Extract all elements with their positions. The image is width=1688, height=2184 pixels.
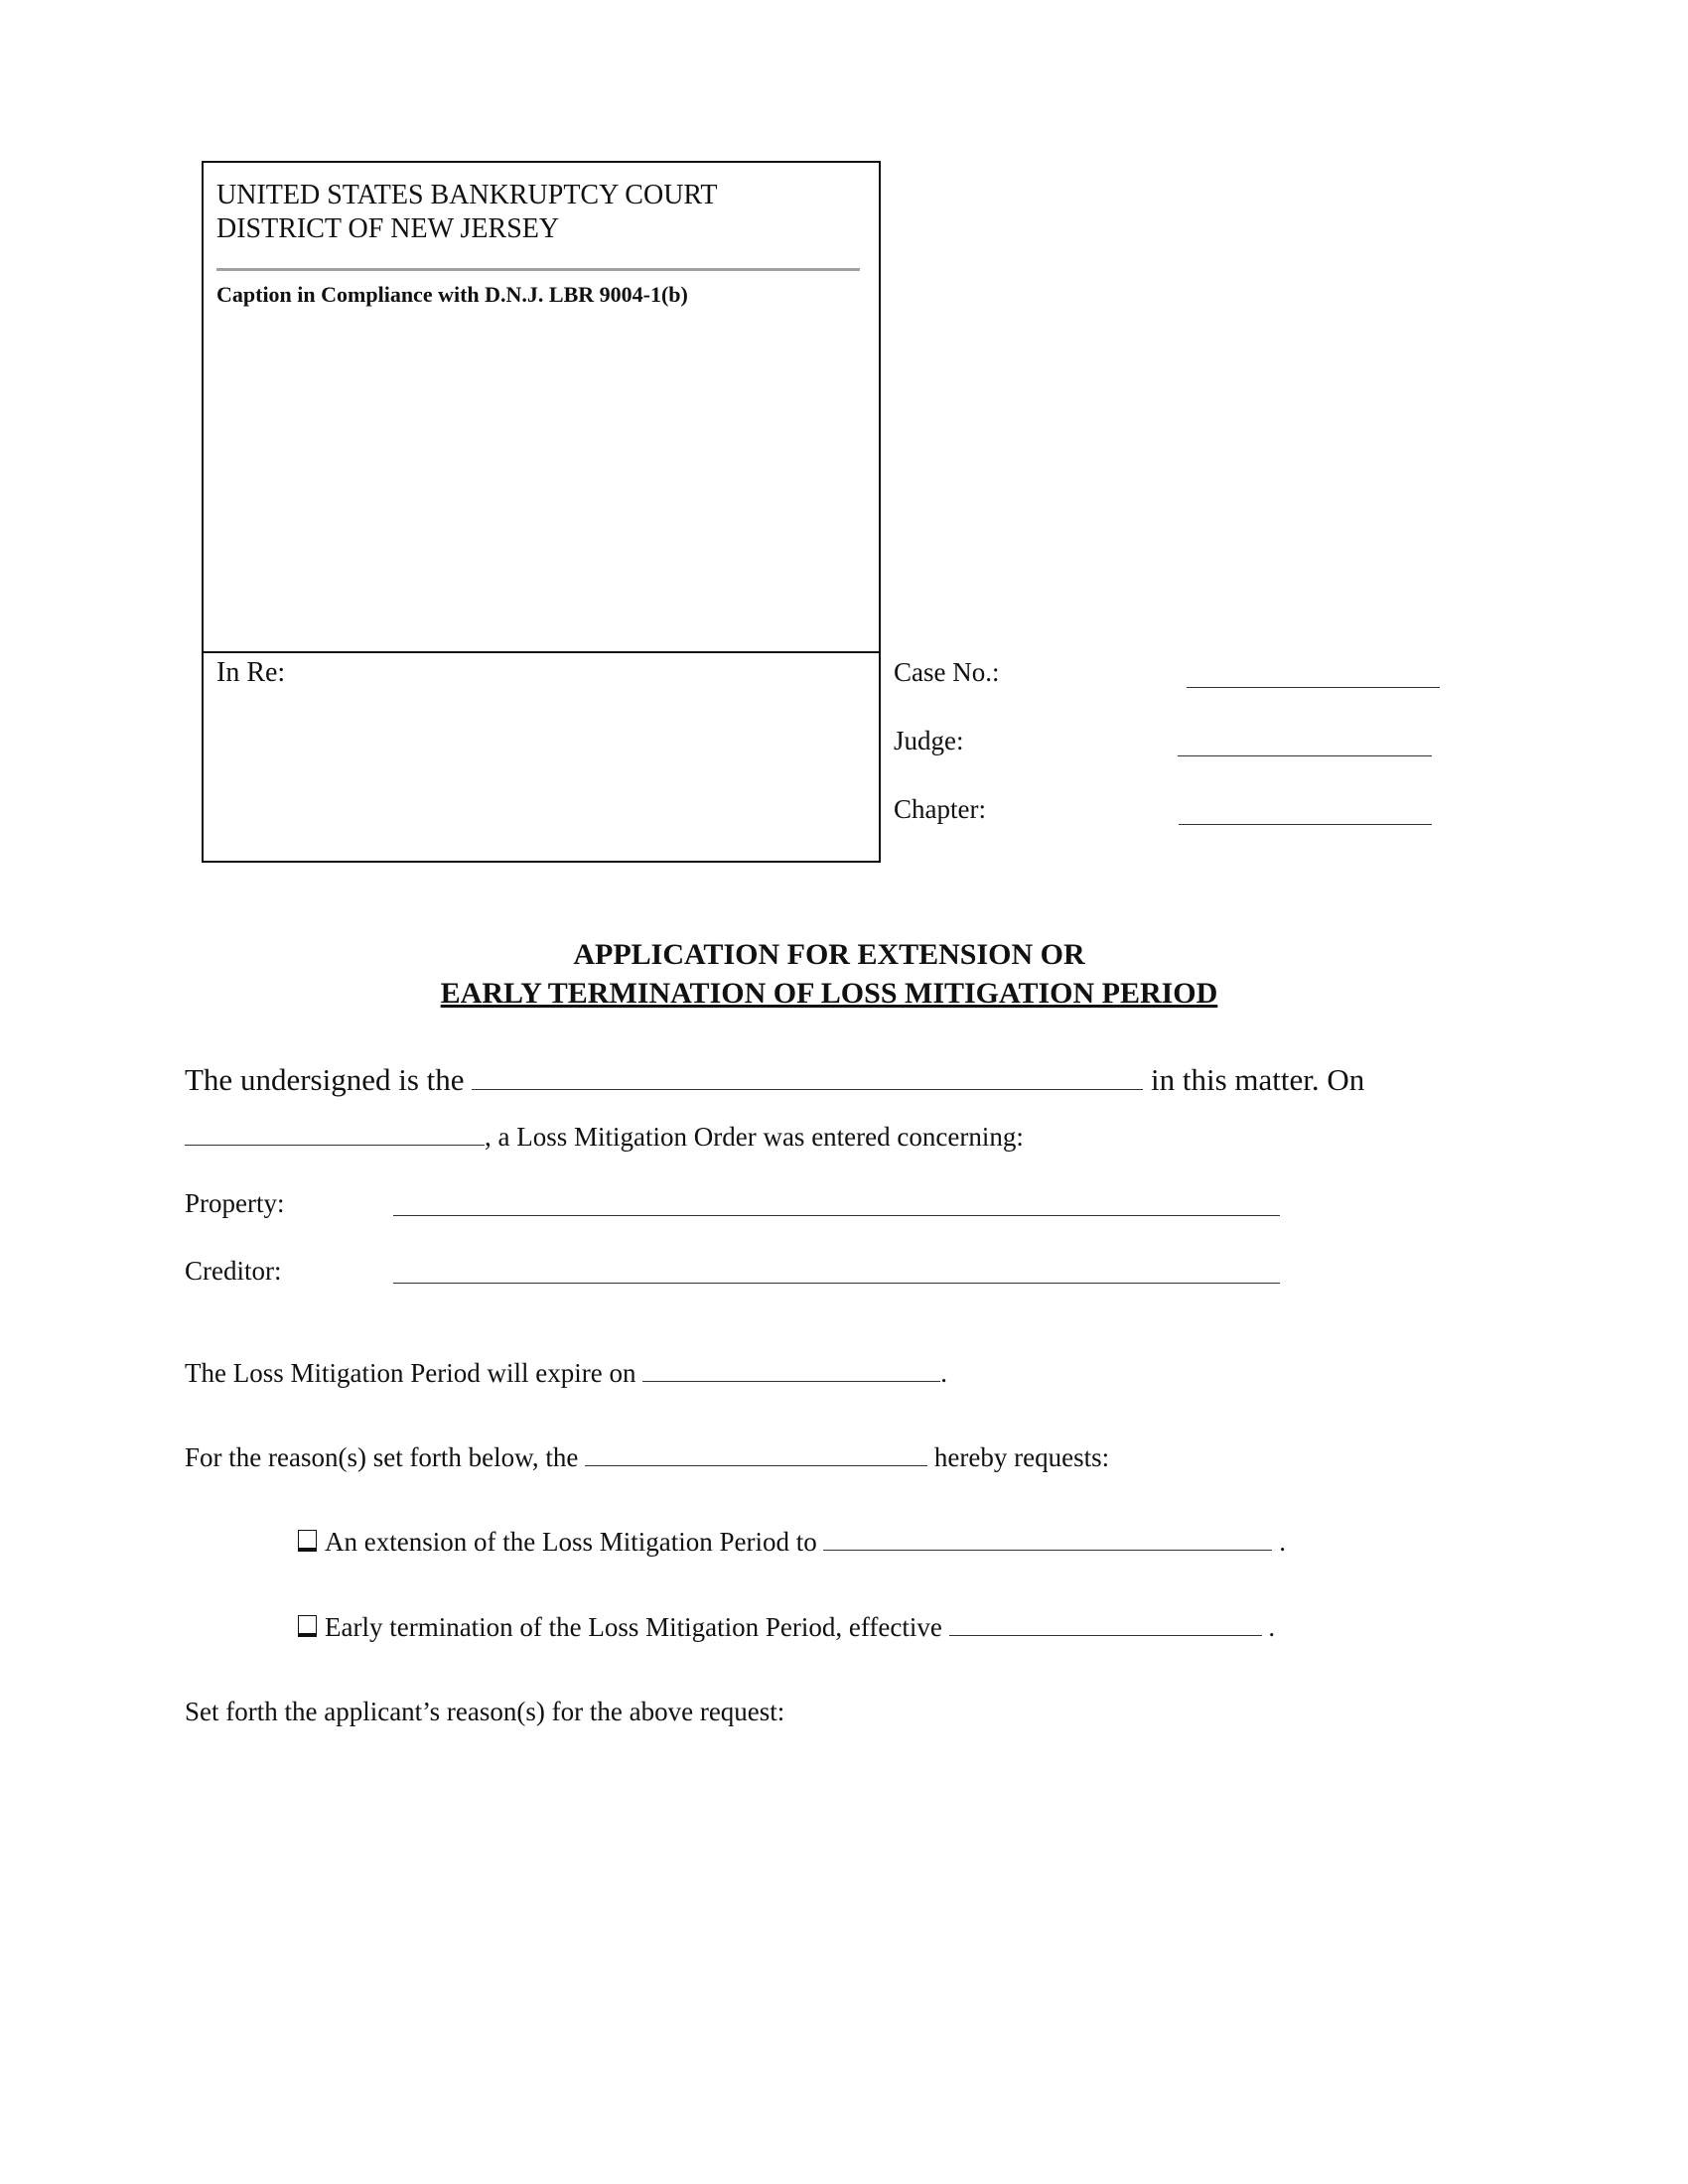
order-text: , a Loss Mitigation Order was entered concerning: [485,1122,1024,1152]
expire-date-field[interactable] [642,1357,940,1382]
caption-box [202,161,881,863]
option-extension [298,1526,1286,1558]
expire-line [185,1357,947,1389]
extension-date-field[interactable] [823,1526,1272,1551]
order-date-field[interactable] [185,1121,485,1146]
caption-compliance: Caption in Compliance with D.N.J. LBR 9004-1(b) [216,282,688,307]
period: . [1279,1527,1286,1557]
case-no-field[interactable] [1187,663,1440,688]
reason-post: hereby requests: [933,1442,1110,1472]
title-line2: EARLY TERMINATION OF LOSS MITIGATION PERIOD [440,977,1218,1010]
role-field[interactable] [472,1063,1143,1090]
caption-divider [202,651,879,653]
property-field[interactable] [393,1191,1280,1216]
termination-date-field[interactable] [949,1611,1262,1636]
chapter-field[interactable] [1179,800,1432,825]
undersigned-pre: The undersigned is the [185,1062,465,1097]
court-line1: UNITED STATES BANKRUPTCY COURT [216,180,718,210]
case-no-label: Case No.: [894,657,1000,687]
caption-rule [216,268,860,271]
undersigned-post: in this matter. On [1151,1062,1365,1097]
termination-text: Early termination of the Loss Mitigation Period, effective [325,1612,942,1642]
judge-label: Judge: [894,726,964,755]
undersigned-line [185,1062,1364,1098]
period: . [1268,1612,1276,1642]
creditor-field[interactable] [393,1259,1280,1284]
creditor-label: Creditor: [185,1256,282,1286]
period: . [940,1358,947,1388]
expire-text: The Loss Mitigation Period will expire on [185,1358,636,1388]
reason-pre: For the reason(s) set forth below, the [185,1442,579,1472]
in-re-label: In Re: [216,657,286,688]
chapter-label: Chapter: [894,794,986,824]
reason-line [185,1441,1109,1473]
title-line1: APPLICATION FOR EXTENSION OR [573,938,1085,971]
order-line [185,1121,1024,1153]
extension-text: An extension of the Loss Mitigation Period to [325,1527,817,1557]
extension-checkbox[interactable] [298,1530,317,1552]
property-label: Property: [185,1188,285,1218]
applicant-field[interactable] [585,1441,927,1466]
set-forth-text: Set forth the applicant’s reason(s) for the above request: [185,1697,785,1726]
judge-field[interactable] [1178,732,1432,756]
court-line2: DISTRICT OF NEW JERSEY [216,213,560,244]
option-termination [298,1611,1275,1643]
court-name [216,179,718,246]
termination-checkbox[interactable] [298,1615,317,1637]
